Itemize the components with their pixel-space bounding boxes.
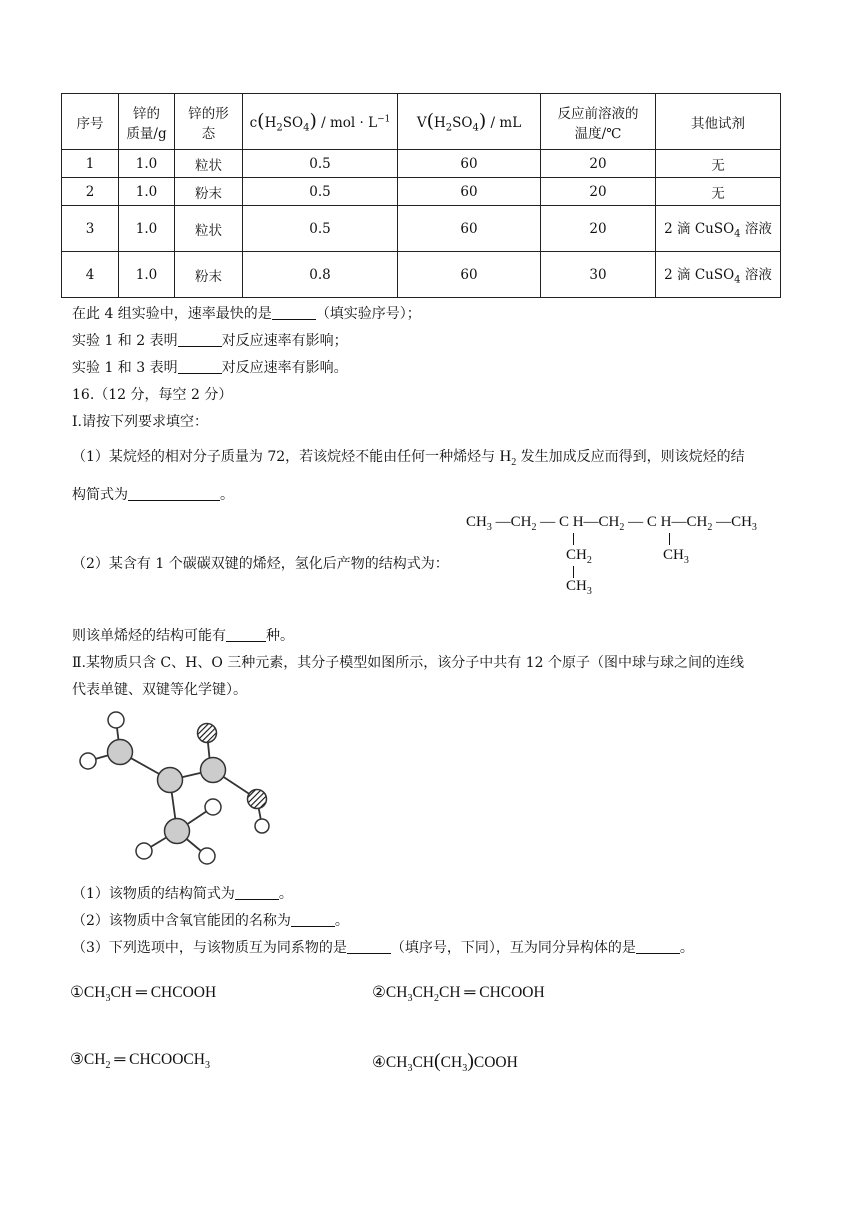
part-1-q2: （2）某含有 1 个碳碳双键的烯烃，氢化后产物的结构式为： [72, 556, 449, 572]
table-cell: 20 [541, 150, 656, 178]
branch-methyl: $CH_3$ [663, 547, 689, 566]
table-cell: 0.5 [243, 150, 398, 178]
answer-blank[interactable] [272, 305, 316, 320]
part-1-q1-cont: 构简式为 。 [72, 487, 234, 503]
table-cell: 3 [62, 206, 119, 252]
part-2-intro: Ⅱ.某物质只含 C、H、O 三种元素，其分子模型如图所示，该分子中共有 12 个原子（图中球与球之间的连线 [72, 655, 744, 671]
col-header-number: 序号 [62, 94, 119, 150]
table-row [62, 206, 781, 252]
table-cell: 20 [541, 178, 656, 206]
option-4: $④CH_3CH(CH_3)COOH$ [372, 1050, 518, 1075]
option-3: $③CH_2$ ═ $CHCOOCH_3$ [70, 1051, 210, 1072]
part-2-q2: （2）该物质中含氧官能团的名称为 。 [72, 913, 349, 929]
col-header-volume: $V(H_2SO_4)$ / mL [398, 94, 541, 150]
table-cell: 0.5 [243, 178, 398, 206]
table-cell: 1 [62, 150, 119, 178]
table-cell: 1.0 [119, 206, 175, 252]
bond-line [669, 533, 670, 545]
table-cell: 粉末 [175, 252, 243, 298]
table-row [62, 252, 781, 298]
table-cell: 1.0 [119, 150, 175, 178]
question-exp-1-2: 实验 1 和 2 表明 对反应速率有影响； [72, 333, 348, 349]
table-cell: 60 [398, 150, 541, 178]
table-cell: 粒状 [175, 150, 243, 178]
answer-blank[interactable] [226, 627, 266, 642]
table-row [62, 150, 781, 178]
answer-blank[interactable] [128, 486, 220, 501]
question-16-title: 16.（12 分，每空 2 分） [72, 387, 233, 403]
bond-line [573, 533, 574, 545]
branch-ethyl-ch2: $CH_2$ [566, 547, 592, 566]
option-2: $②CH_3CH_2CH$ ═ CHCOOH [372, 984, 545, 1005]
table-cell: 无 [656, 178, 781, 206]
answer-blank[interactable] [347, 939, 391, 954]
table-cell: 1.0 [119, 178, 175, 206]
table-cell: 2 滴 CuSO$_4$ 溶液 [656, 206, 781, 252]
answer-blank[interactable] [178, 359, 222, 374]
part-1-title: Ⅰ.请按下列要求填空： [72, 414, 208, 430]
answer-blank[interactable] [178, 332, 222, 347]
col-header-zinc-mass: 锌的 质量/g [119, 94, 175, 150]
col-header-other-reagent: 其他试剂 [656, 94, 781, 150]
table-cell: 30 [541, 252, 656, 298]
part-2-q3: （3）下列选项中，与该物质互为同系物的是 （填序号，下同），互为同分异构体的是 。 [72, 940, 694, 956]
experiment-table [61, 93, 781, 298]
answer-blank[interactable] [235, 885, 279, 900]
col-header-zinc-form: 锌的形 态 [175, 94, 243, 150]
table-cell: 0.5 [243, 206, 398, 252]
col-header-concentration: $c(H_2SO_4)$ / mol · $L^{-1}$ [243, 94, 398, 150]
part-2-intro-cont: 代表单键、双键等化学键）。 [72, 682, 247, 698]
bond-line [573, 566, 574, 578]
table-cell: 无 [656, 150, 781, 178]
table-header-row [62, 94, 781, 150]
table-cell: 4 [62, 252, 119, 298]
table-cell: 60 [398, 252, 541, 298]
answer-blank[interactable] [291, 912, 335, 927]
table-cell: 0.8 [243, 252, 398, 298]
table-row [62, 178, 781, 206]
table-cell: 60 [398, 206, 541, 252]
col-header-temperature: 反应前溶液的 温度/℃ [541, 94, 656, 150]
molecular-model [70, 703, 290, 873]
table-cell: 2 滴 CuSO$_4$ 溶液 [656, 252, 781, 298]
table-cell: 60 [398, 178, 541, 206]
answer-blank[interactable] [636, 939, 680, 954]
question-exp-1-3: 实验 1 和 3 表明 对反应速率有影响。 [72, 360, 348, 376]
part-1-q2-end: 则该单烯烃的结构可能有 种。 [72, 628, 294, 644]
option-1: $①CH_3CH$ ═ CHCOOH [70, 984, 217, 1005]
branch-ethyl-ch3: $CH_3$ [566, 578, 592, 597]
table-cell: 1.0 [119, 252, 175, 298]
table-cell: 20 [541, 206, 656, 252]
table-cell: 2 [62, 178, 119, 206]
main-chain: $CH_3$ $—CH_2$ — C $H—CH_2$ — C $H—CH_2$ $—CH_3$ [466, 514, 757, 533]
part-2-q1: （1）该物质的结构简式为 。 [72, 886, 293, 902]
question-fastest: 在此 4 组实验中，速率最快的是 （填实验序号）； [72, 306, 421, 322]
table-cell: 粉末 [175, 178, 243, 206]
table-cell: 粒状 [175, 206, 243, 252]
part-1-q1: （1）某烷烃的相对分子质量为 72，若该烷烃不能由任何一种烯烃与 $H_2$ 发生加成反应而得到，则该烷烃的结 [72, 448, 745, 469]
